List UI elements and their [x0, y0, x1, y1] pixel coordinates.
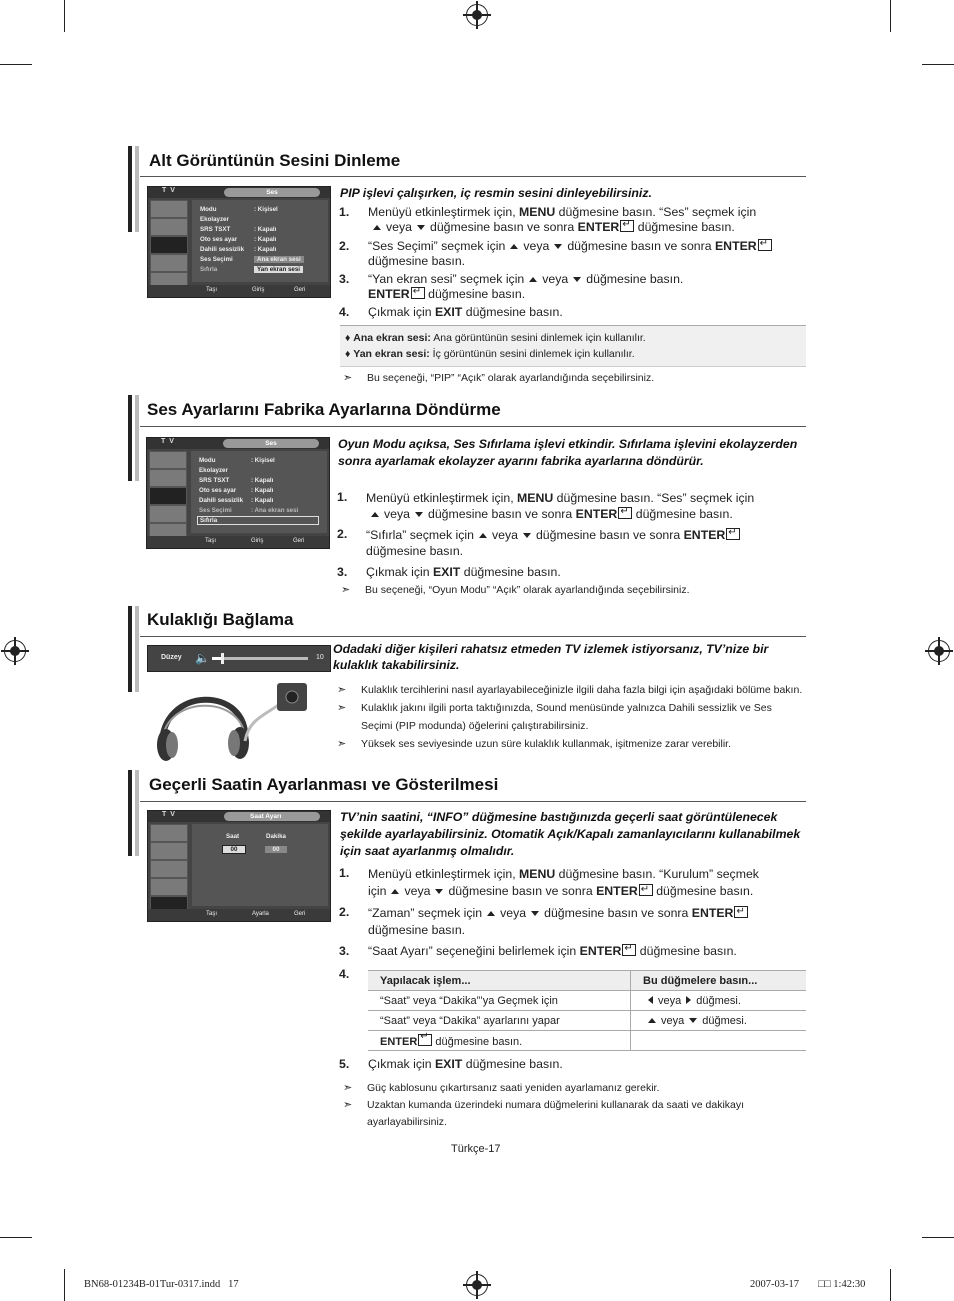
osd-row-label: Ekolayzer: [199, 467, 228, 474]
sound-menu-icon: [150, 860, 188, 878]
osd-row-label: SRS TSXT: [200, 226, 231, 233]
sound-menu-icon: [149, 487, 187, 505]
section-intro: TV’nin saatini, “INFO” düğmesine bastığınızda geçerli saat görüntülenecek şekilde ayarlayabilirsiniz. Otomatik Açık/Kapalı zamanlayıcılarını kullanabilmek için saat ayarlanmış olmalıdır.: [340, 810, 801, 858]
osd-footer-move: Taşı: [206, 287, 218, 293]
table-header: Yapılacak işlem...: [368, 971, 631, 991]
section-bar: [135, 770, 139, 856]
osd-row-label: Oto ses ayar: [199, 487, 237, 494]
osd-row-label: Oto ses ayar: [200, 236, 238, 243]
section-bar: [128, 395, 132, 481]
enter-icon: [639, 884, 653, 896]
enter-icon: [411, 287, 425, 299]
down-arrow-icon: [554, 244, 562, 249]
down-arrow-icon: [523, 533, 531, 538]
setup-menu-icon: [150, 878, 188, 896]
registration-mark-icon: [4, 640, 26, 662]
osd-option: Ana ekran sesi: [254, 256, 304, 263]
section-title: Kulaklığı Bağlama: [147, 610, 294, 629]
enter-icon: [734, 906, 748, 918]
osd-row-label: Modu: [199, 457, 216, 464]
section-rule: [140, 801, 806, 802]
note-arrow-icon: ➣: [341, 584, 351, 596]
osd-option-selected: Yan ekran sesi: [254, 266, 303, 273]
table-row: [368, 991, 806, 1011]
step: 1. Menüyü etkinleştirmek için, MENU düğmesine basın. “Ses” seçmek için veya düğmesine basın ve sonra ENTER↵ düğmesine basın.: [339, 205, 807, 237]
osd-tv-label: T V: [162, 187, 176, 194]
section-bar: [135, 606, 139, 692]
section-rule: [140, 176, 806, 177]
left-arrow-icon: [648, 996, 653, 1004]
volume-label: Düzey: [161, 654, 182, 661]
osd-row-label: Sıfırla: [200, 266, 218, 273]
headphones-illustration: [150, 675, 315, 765]
section-rule: [140, 636, 806, 637]
up-arrow-icon: [371, 512, 379, 517]
down-arrow-icon: [689, 1018, 697, 1023]
section-intro: Oyun Modu açıksa, Ses Sıfırlama işlevi etkindir. Sıfırlama işlevini ekolayzerden sonra ayarlamak ekolayzer ayarını fabrika ayarlarına döndürür.: [338, 437, 798, 468]
osd-row-value: : Kapalı: [254, 226, 277, 233]
osd-row-selected: Sıfırla: [197, 516, 319, 525]
speaker-icon: 🔈: [195, 651, 210, 665]
minute-field: 00: [265, 846, 287, 853]
tv-osd-clock-menu: [147, 810, 331, 922]
osd-menu-title: Saat Ayarı: [224, 812, 320, 821]
enter-icon: [758, 239, 772, 251]
hour-label: Saat: [226, 833, 240, 840]
option-item: ♦ Ana ekran sesi: Ana görüntünün sesini dinlemek için kullanılır.: [345, 332, 646, 344]
crop-mark: [0, 1237, 32, 1238]
step: 3. “Yan ekran sesi” seçmek için veya düğmesine basın. ENTER↵ düğmesine basın.: [339, 272, 807, 304]
note-arrow-icon: ➣: [343, 1082, 353, 1094]
step: 1. Menüyü etkinleştirmek için, MENU düğmesine basın. “Ses” seçmek için veya düğmesine basın ve sonra ENTER↵ düğmesine basın.: [337, 490, 807, 522]
table-cell: [631, 1031, 807, 1051]
osd-row-label: Dahili sessizlik: [200, 246, 245, 253]
page-number: Türkçe-17: [451, 1143, 501, 1155]
section-intro: PIP işlevi çalışırken, iç resmin sesini dinleyebilirsiniz.: [340, 186, 652, 200]
section-bar: [128, 770, 132, 856]
step: 3. “Saat Ayarı” seçeneğini belirlemek için ENTER↵ düğmesine basın.: [339, 944, 807, 960]
option-item: ♦ Yan ekran sesi: İç görüntünün sesini dinlemek için kullanılır.: [345, 348, 635, 360]
crop-mark: [64, 1269, 65, 1301]
osd-footer-adjust: Ayarla: [252, 911, 269, 917]
table-cell: veya düğmesi.: [631, 1011, 807, 1031]
section-bar: [135, 395, 139, 481]
up-arrow-icon: [373, 225, 381, 230]
section-title: Geçerli Saatin Ayarlanması ve Gösterilmesi: [149, 775, 499, 794]
table-cell: veya düğmesi.: [631, 991, 807, 1011]
channel-menu-icon: [150, 842, 188, 860]
osd-footer-return: Geri: [293, 538, 305, 544]
crop-mark: [890, 1269, 891, 1301]
osd-tv-label: T V: [162, 811, 176, 818]
crop-mark: [0, 64, 32, 65]
up-arrow-icon: [487, 911, 495, 916]
osd-menu-title: Ses: [223, 439, 319, 448]
note-arrow-icon: ➣: [337, 738, 347, 750]
channel-menu-icon: [149, 469, 187, 487]
sound-menu-icon: [150, 236, 188, 254]
picture-menu-icon: [150, 200, 188, 218]
osd-footer-move: Taşı: [205, 538, 217, 544]
up-arrow-icon: [479, 533, 487, 538]
right-arrow-icon: [686, 996, 691, 1004]
note-arrow-icon: ➣: [343, 372, 353, 384]
osd-row-label: Ses Seçimi: [199, 507, 232, 514]
crop-mark: [64, 0, 65, 32]
section-title: Ses Ayarlarını Fabrika Ayarlarına Döndürme: [147, 400, 501, 419]
step: 2. “Ses Seçimi” seçmek için veya düğmesine basın ve sonra ENTER↵ düğmesine basın.: [339, 239, 807, 271]
enter-icon: [622, 944, 636, 956]
down-arrow-icon: [415, 512, 423, 517]
up-arrow-icon: [391, 889, 399, 894]
section-title: Alt Görüntünün Sesini Dinleme: [149, 151, 401, 170]
picture-menu-icon: [149, 451, 187, 469]
minute-label: Dakika: [266, 833, 286, 840]
osd-row-label: SRS TSXT: [199, 477, 230, 484]
channel-menu-icon: [150, 218, 188, 236]
table-row: [368, 1031, 806, 1051]
enter-icon: [618, 507, 632, 519]
section-bar: [128, 606, 132, 692]
up-arrow-icon: [529, 277, 537, 282]
down-arrow-icon: [435, 889, 443, 894]
note-arrow-icon: ➣: [343, 1099, 353, 1111]
registration-mark-icon: [466, 4, 488, 26]
osd-footer-move: Taşı: [206, 911, 218, 917]
table-row: [368, 1011, 806, 1031]
osd-row-value: : Kişisel: [251, 457, 275, 464]
osd-row-value: : Kişisel: [254, 206, 278, 213]
picture-menu-icon: [150, 824, 188, 842]
note-arrow-icon: ➣: [337, 702, 347, 714]
osd-row-label: Ekolayzer: [200, 216, 229, 223]
osd-footer-return: Geri: [294, 287, 306, 293]
enter-icon: [418, 1034, 432, 1046]
osd-menu-title: Ses: [224, 188, 320, 197]
osd-footer-enter: Giriş: [251, 538, 264, 544]
section-bar: [135, 146, 139, 232]
note-arrow-icon: ➣: [337, 684, 347, 696]
osd-row-value: : Kapalı: [251, 477, 274, 484]
step: 2. “Sıfırla” seçmek için veya düğmesine basın ve sonra ENTER↵ düğmesine basın.: [337, 527, 807, 559]
up-arrow-icon: [648, 1018, 656, 1023]
crop-mark: [890, 0, 891, 32]
osd-row-label: Ses Seçimi: [200, 256, 233, 263]
crop-mark: [922, 1237, 954, 1238]
tv-osd-sound-menu: [146, 437, 330, 549]
down-arrow-icon: [573, 277, 581, 282]
up-arrow-icon: [510, 244, 518, 249]
enter-icon: [620, 220, 634, 232]
section-rule: [140, 426, 806, 427]
print-time: □□ 1:42:30: [818, 1279, 866, 1290]
volume-bar: [212, 657, 308, 660]
crop-mark: [922, 64, 954, 65]
setup-menu-icon: [149, 505, 187, 523]
osd-row-label: Modu: [200, 206, 217, 213]
step: 4.: [339, 967, 350, 981]
osd-row-value: : Kapalı: [251, 497, 274, 504]
enter-icon: [726, 528, 740, 540]
print-date: 2007-03-17: [750, 1279, 799, 1290]
section-bar: [128, 146, 132, 232]
step: 5. Çıkmak için EXIT düğmesine basın.: [339, 1057, 563, 1071]
down-arrow-icon: [417, 225, 425, 230]
print-file-info: BN68-01234B-01Tur-0317.indd 17: [84, 1279, 239, 1290]
step: 1. Menüyü etkinleştirmek için, MENU düğmesine basın. “Kurulum” seçmek için veya düğmesine basın ve sonra ENTER↵ düğmesine basın.: [339, 866, 807, 900]
step: 3. Çıkmak için EXIT düğmesine basın.: [337, 565, 561, 579]
osd-row-value: : Kapalı: [254, 246, 277, 253]
registration-mark-icon: [466, 1274, 488, 1296]
button-table: [368, 970, 806, 1051]
volume-value: 10: [316, 654, 324, 661]
volume-osd: [147, 645, 331, 672]
osd-footer-enter: Giriş: [252, 287, 265, 293]
osd-row-label: Dahili sessizlik: [199, 497, 244, 504]
osd-row-value: : Kapalı: [251, 487, 274, 494]
osd-tv-label: T V: [161, 438, 175, 445]
registration-mark-icon: [928, 640, 950, 662]
osd-row-value: : Ana ekran sesi: [251, 507, 299, 514]
volume-slider-handle: [221, 653, 224, 664]
table-cell: “Saat” veya “Dakika” ayarlarını yapar: [368, 1011, 631, 1031]
down-arrow-icon: [531, 911, 539, 916]
table-header: Bu düğmelere basın...: [631, 971, 807, 991]
step: 2. “Zaman” seçmek için veya düğmesine basın ve sonra ENTER↵ düğmesine basın.: [339, 905, 807, 939]
section-intro: Odadaki diğer kişileri rahatsız etmeden TV izlemek istiyorsanız, TV’nize bir kulaklık takabilirsiniz.: [333, 642, 769, 672]
step: 4. Çıkmak için EXIT düğmesine basın.: [339, 305, 563, 319]
table-cell: “Saat” veya “Dakika”’ya Geçmek için: [368, 991, 631, 1011]
osd-footer-return: Geri: [294, 911, 306, 917]
hour-field: 00: [222, 845, 246, 854]
setup-menu-icon: [150, 254, 188, 272]
tv-osd-sound-menu: [147, 186, 331, 298]
table-cell: ENTER↵ düğmesine basın.: [368, 1031, 631, 1051]
osd-row-value: : Kapalı: [254, 236, 277, 243]
